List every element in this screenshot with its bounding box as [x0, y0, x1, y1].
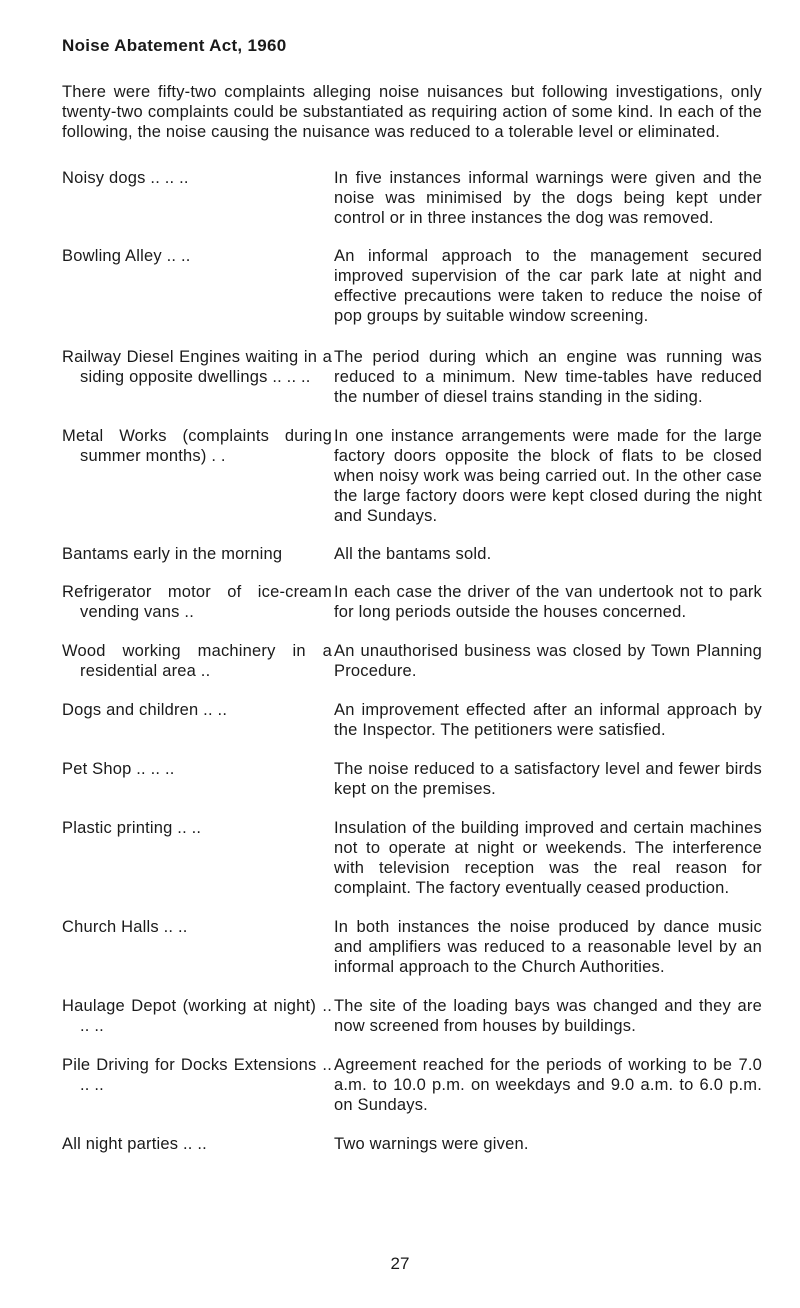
complaint-entry — [62, 996, 762, 1036]
complaint-entry — [62, 1134, 762, 1154]
complaint-entry — [62, 426, 762, 526]
complaint-outcome: Two warnings were given. — [334, 1135, 529, 1153]
complaint-outcome: The noise reduced to a satisfactory level and fewer birds kept on the premises. — [334, 760, 762, 798]
complaint-subject: Pet Shop .. .. .. — [62, 760, 175, 778]
complaint-entry — [62, 700, 762, 740]
complaint-subject: Bantams early in the morning — [62, 545, 283, 563]
complaint-subject: Refrigerator motor of ice-cream vending vans .. — [62, 583, 332, 621]
complaint-entry — [62, 759, 762, 799]
document-page — [62, 36, 762, 1154]
complaint-outcome: In one instance arrangements were made for the large factory doors opposite the block of flats to be closed when noisy work was being carried out. In the other case the large factory doors were kept closed during the night and Sundays. — [334, 427, 762, 525]
complaint-subject: All night parties .. .. — [62, 1135, 207, 1153]
complaint-entry — [62, 168, 762, 228]
complaint-subject: Dogs and children .. .. — [62, 701, 228, 719]
complaint-entry — [62, 544, 762, 564]
complaint-outcome: The site of the loading bays was changed and they are now screened from houses by buildings. — [334, 997, 762, 1035]
complaints-list — [62, 168, 762, 1154]
complaint-outcome: All the bantams sold. — [334, 545, 492, 563]
page-number: 27 — [390, 1254, 410, 1273]
complaint-subject: Noisy dogs .. .. .. — [62, 169, 189, 187]
complaint-outcome: An unauthorised business was closed by Town Planning Procedure. — [334, 642, 762, 680]
complaint-outcome: An informal approach to the management secured improved supervision of the car park late at night and effective precautions were taken to reduce the noise of pop groups by suitable window screening. — [334, 247, 762, 325]
complaint-subject: Wood working machinery in a residential area .. — [62, 642, 332, 680]
complaint-subject: Haulage Depot (working at night) .. .. .. — [62, 997, 332, 1035]
complaint-subject: Metal Works (complaints during summer months) . . — [62, 427, 332, 465]
complaint-outcome: The period during which an engine was running was reduced to a minimum. New time-tables have reduced the number of diesel trains standing in the siding. — [334, 348, 762, 406]
complaint-outcome: In five instances informal warnings were given and the noise was minimised by the dogs being kept under control or in three instances the dog was removed. — [334, 169, 762, 227]
intro-paragraph: There were fifty-two complaints alleging noise nuisances but following investigations, only twenty-two complaints could be substantiated as requiring action of some kind. In each of the following, the noise causing the nuisance was reduced to a tolerable level or eliminated. — [62, 83, 762, 141]
complaint-subject: Plastic printing .. .. — [62, 819, 202, 837]
complaint-outcome: Agreement reached for the periods of working to be 7.0 a.m. to 10.0 p.m. on weekdays and 9.0 a.m. to 6.0 p.m. on Sundays. — [334, 1056, 762, 1114]
complaint-subject: Pile Driving for Docks Extensions .. .. .. — [62, 1056, 332, 1094]
complaint-entry — [62, 917, 762, 977]
complaint-outcome: In both instances the noise produced by dance music and amplifiers was reduced to a reasonable level by an informal approach to the Church Authorities. — [334, 918, 762, 976]
complaint-subject: Bowling Alley .. .. — [62, 247, 191, 265]
complaint-entry — [62, 582, 762, 622]
complaint-subject: Railway Diesel Engines waiting in a siding opposite dwellings .. .. .. — [62, 348, 332, 386]
complaint-entry — [62, 1055, 762, 1115]
complaint-subject: Church Halls .. .. — [62, 918, 188, 936]
complaint-entry — [62, 347, 762, 407]
complaint-entry — [62, 818, 762, 898]
complaint-outcome: In each case the driver of the van undertook not to park for long periods outside the houses concerned. — [334, 583, 762, 621]
complaint-outcome: An improvement effected after an informal approach by the Inspector. The petitioners were satisfied. — [334, 701, 762, 739]
complaint-entry — [62, 641, 762, 681]
complaint-entry — [62, 246, 762, 326]
complaint-outcome: Insulation of the building improved and certain machines not to operate at night or weekends. The interference with television reception was the real reason for complaint. The factory eventually ceased production. — [334, 819, 762, 897]
page-heading: Noise Abatement Act, 1960 — [62, 36, 287, 55]
